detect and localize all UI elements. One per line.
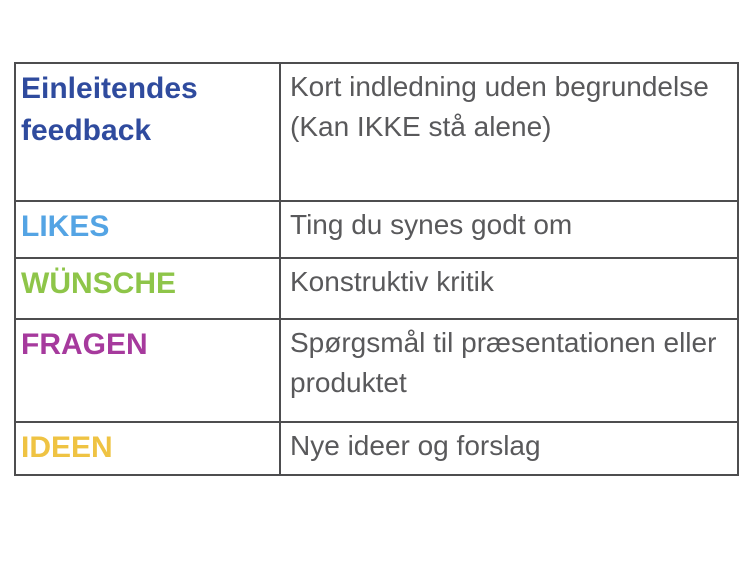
- term-cell: [15, 258, 280, 319]
- table-row-fragen: [15, 319, 738, 422]
- term-label: LIKES: [21, 210, 110, 243]
- description-cell: [280, 201, 738, 258]
- description-line: Spørgsmål til præsentationen eller produktet: [290, 327, 717, 398]
- term-label: Einleitendes feedback: [21, 72, 198, 147]
- description-line: (Kan IKKE stå alene): [290, 111, 552, 142]
- table-row-likes: [15, 201, 738, 258]
- description-cell: [280, 319, 738, 422]
- description-cell: [280, 63, 738, 201]
- description-line: Kort indledning uden begrundelse: [290, 71, 709, 102]
- description-line: Nye ideer og forslag: [290, 430, 541, 461]
- description-line: Konstruktiv kritik: [290, 266, 494, 297]
- feedback-table-container: [14, 62, 739, 476]
- term-label: WÜNSCHE: [21, 267, 176, 300]
- table-row-ideen: [15, 422, 738, 475]
- term-cell: [15, 422, 280, 475]
- description-cell: [280, 258, 738, 319]
- feedback-table: [14, 62, 739, 476]
- term-cell: [15, 319, 280, 422]
- term-cell: [15, 63, 280, 201]
- table-row-wuensche: [15, 258, 738, 319]
- description-cell: [280, 422, 738, 475]
- term-cell: [15, 201, 280, 258]
- description-line: Ting du synes godt om: [290, 209, 573, 240]
- table-row-einleitendes-feedback: [15, 63, 738, 201]
- term-label: IDEEN: [21, 431, 113, 464]
- term-label: FRAGEN: [21, 328, 148, 361]
